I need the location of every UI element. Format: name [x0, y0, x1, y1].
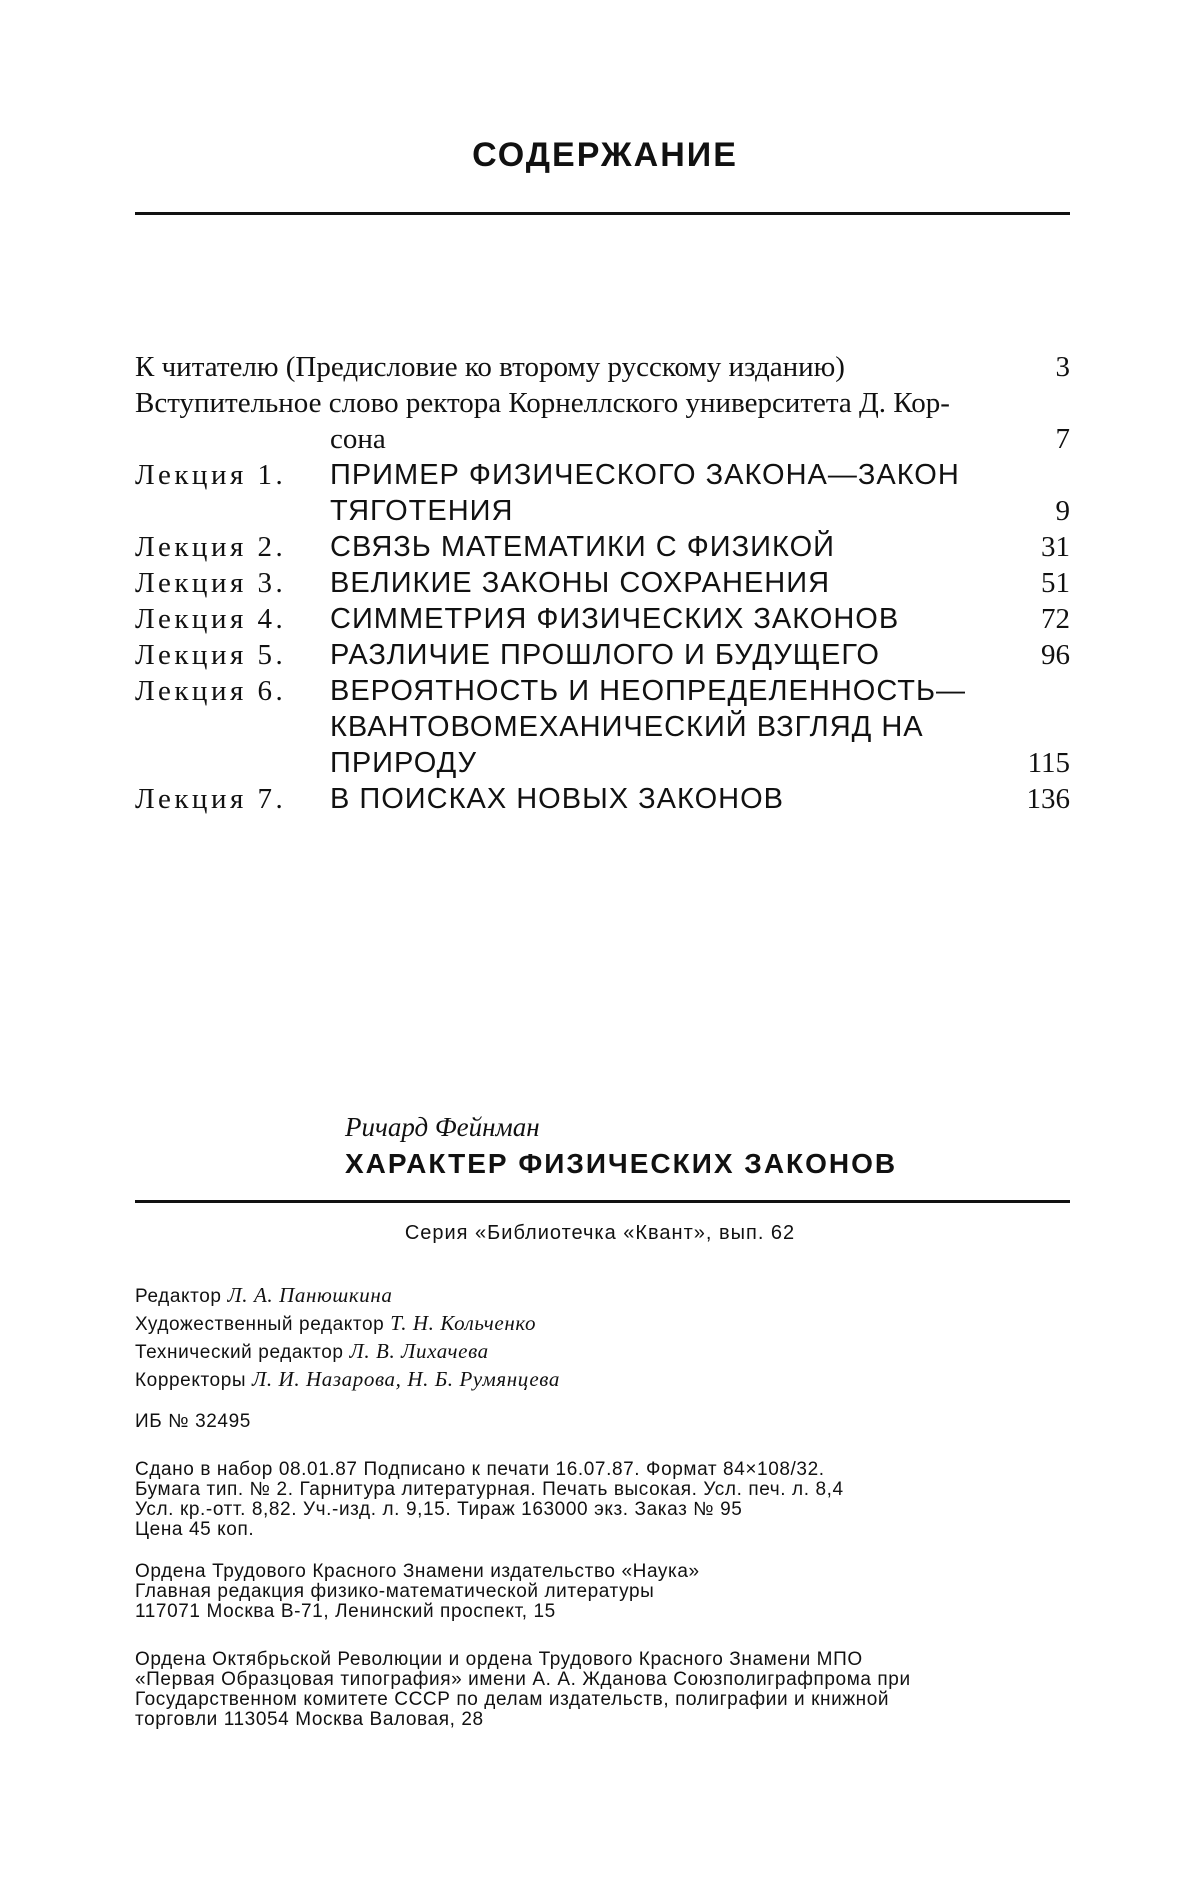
credit-role: Художественный редактор	[135, 1314, 385, 1335]
credit-name: Л. В. Лихачева	[349, 1339, 489, 1363]
lecture-title: ПРИРОДУ	[330, 747, 478, 779]
toc-entry-lecture	[135, 673, 1070, 709]
toc-entry-title: Вступительное слово ректора Корнеллского университета Д. Кор-	[135, 387, 950, 419]
toc-entry-page: 7	[1055, 423, 1070, 455]
lecture-label: Лекция 4.	[135, 603, 287, 635]
lecture-title: СИММЕТРИЯ ФИЗИЧЕСКИХ ЗАКОНОВ	[330, 603, 900, 635]
credit-line	[135, 1338, 1070, 1366]
toc-entry-lecture	[135, 601, 1070, 637]
lecture-label: Лекция 3.	[135, 567, 287, 599]
credit-line	[135, 1282, 1070, 1310]
publisher-line: 117071 Москва В-71, Ленинский проспект, 15	[135, 1601, 556, 1622]
credit-role: Технический редактор	[135, 1342, 344, 1363]
toc-entry-lecture	[135, 781, 1070, 817]
print-line: Сдано в набор 08.01.87 Подписано к печати 16.07.87. Формат 84×108/32.	[135, 1459, 825, 1480]
toc-entry-page: 3	[1055, 351, 1070, 383]
lecture-title: ПРИМЕР ФИЗИЧЕСКОГО ЗАКОНА—ЗАКОН	[330, 459, 960, 491]
lecture-title: КВАНТОВОМЕХАНИЧЕСКИЙ ВЗГЛЯД НА	[330, 711, 924, 743]
toc-entry-preface	[135, 349, 1070, 385]
credit-role: Редактор	[135, 1286, 222, 1307]
lecture-title: ТЯГОТЕНИЯ	[330, 495, 514, 527]
print-line: Усл. кр.-отт. 8,82. Уч.-изд. л. 9,15. Тираж 163000 экз. Заказ № 95	[135, 1499, 743, 1520]
credit-line	[135, 1310, 1070, 1338]
printer-line: Государственном комитете СССР по делам издательств, полиграфии и книжной	[135, 1689, 890, 1710]
toc-entry-lecture	[135, 457, 1070, 493]
series-line: Серия «Библиотечка «Квант», вып. 62	[404, 1222, 796, 1244]
toc-entry-lecture	[135, 565, 1070, 601]
book-title: ХАРАКТЕР ФИЗИЧЕСКИХ ЗАКОНОВ	[345, 1148, 898, 1179]
lecture-title: РАЗЛИЧИЕ ПРОШЛОГО И БУДУЩЕГО	[330, 639, 880, 671]
lecture-list	[135, 457, 1070, 817]
lecture-title: ВЕЛИКИЕ ЗАКОНЫ СОХРАНЕНИЯ	[330, 567, 831, 599]
toc-entry-lecture	[135, 493, 1070, 529]
lecture-title: СВЯЗЬ МАТЕМАТИКИ С ФИЗИКОЙ	[330, 531, 835, 563]
credit-name: Л. А. Панюшкина	[227, 1283, 393, 1307]
printer-line: «Первая Образцовая типография» имени А. А. Жданова Союзполиграфпрома при	[135, 1669, 911, 1690]
printer-block	[135, 1650, 1070, 1730]
toc-entry-lecture	[135, 745, 1070, 781]
lecture-title: ВЕРОЯТНОСТЬ И НЕОПРЕДЕЛЕННОСТЬ—	[330, 675, 967, 707]
lecture-label: Лекция 5.	[135, 639, 287, 671]
lecture-label: Лекция 2.	[135, 531, 287, 563]
printer-line: Ордена Октябрьской Революции и ордена Трудового Красного Знамени МПО	[135, 1649, 863, 1670]
lecture-label: Лекция 1.	[135, 459, 287, 491]
ib-number: ИБ № 32495	[135, 1411, 251, 1432]
toc-entry-title-cont: сона	[330, 423, 386, 455]
lecture-label: Лекция 6.	[135, 675, 287, 707]
lecture-page: 136	[1026, 783, 1070, 815]
toc-entry-title: К читателю (Предисловие ко второму русскому изданию)	[135, 351, 845, 383]
heading-rule	[135, 212, 1070, 215]
lecture-title: В ПОИСКАХ НОВЫХ ЗАКОНОВ	[330, 783, 784, 815]
credit-name: Л. И. Назарова, Н. Б. Румянцева	[252, 1367, 560, 1391]
publisher-block	[135, 1562, 1070, 1622]
toc-entry-lecture	[135, 637, 1070, 673]
publisher-line: Главная редакция физико-математической литературы	[135, 1581, 655, 1602]
print-line: Цена 45 коп.	[135, 1519, 255, 1540]
credit-line	[135, 1366, 1070, 1394]
book-author: Ричард Фейнман	[345, 1112, 540, 1142]
toc-entry-lecture	[135, 529, 1070, 565]
lecture-label: Лекция 7.	[135, 783, 287, 815]
print-details	[135, 1460, 1070, 1540]
toc-entry-intro-cont	[135, 421, 1070, 457]
lecture-page: 51	[1041, 567, 1070, 599]
lecture-page: 115	[1027, 747, 1070, 779]
toc-entry-lecture	[135, 709, 1070, 745]
printer-line: торговли 113054 Москва Валовая, 28	[135, 1709, 484, 1730]
credit-role: Корректоры	[135, 1370, 247, 1391]
lecture-page: 96	[1041, 639, 1070, 671]
credits-block	[135, 1282, 1070, 1394]
lecture-page: 31	[1041, 531, 1070, 563]
contents-heading: СОДЕРЖАНИЕ	[472, 136, 738, 174]
title-rule	[135, 1200, 1070, 1203]
table-of-contents	[135, 349, 1070, 817]
toc-entry-intro	[135, 385, 1070, 421]
lecture-page: 72	[1041, 603, 1070, 635]
credit-name: Т. Н. Кольченко	[390, 1311, 537, 1335]
print-line: Бумага тип. № 2. Гарнитура литературная. Печать высокая. Усл. печ. л. 8,4	[135, 1479, 844, 1500]
publisher-line: Ордена Трудового Красного Знамени издательство «Наука»	[135, 1561, 700, 1582]
lecture-page: 9	[1055, 495, 1070, 527]
